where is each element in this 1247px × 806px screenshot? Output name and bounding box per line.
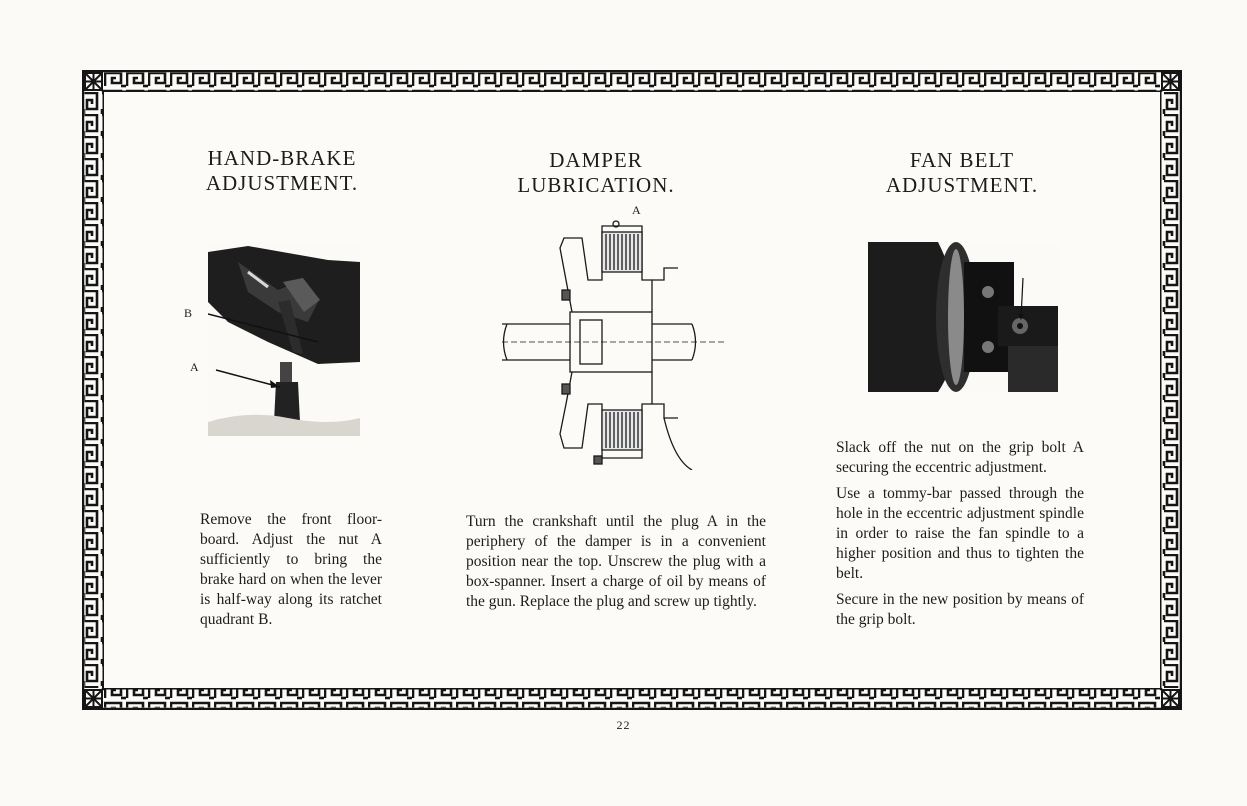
body-paragraph: Use a tommy-bar passed through the hole in the eccentric adjustment spindle in order to raise the fan spindle to a higher position and thus to tighten the belt. (836, 485, 1084, 582)
greek-key-border-frame (82, 70, 1182, 710)
damper-diagram (502, 220, 724, 470)
label-a: A (632, 203, 641, 217)
section-body (466, 512, 766, 618)
label-b: B (184, 306, 193, 320)
section-title (172, 146, 392, 196)
fan-belt-photo (868, 242, 1058, 392)
page-number: 22 (616, 718, 631, 732)
title-line: DAMPER (549, 148, 643, 172)
section-title (446, 148, 746, 198)
hand-brake-photo (208, 242, 360, 436)
content-area (104, 92, 1160, 688)
body-paragraph: Remove the front floor-board. Adjust the nut A sufficiently to bring the brake hard on when the lever is half-way along its ratchet quadrant B. (200, 511, 382, 628)
title-line: ADJUSTMENT. (205, 171, 359, 195)
body-paragraph: Turn the crankshaft until the plug A in the periphery of the damper is in a convenient position near the top. Unscrew the plug with a box-spanner. Insert a charge of oil by means of the gun. Replace the plug and screw up tightly. (466, 513, 766, 610)
section-title (842, 148, 1082, 198)
label-a: A (190, 360, 199, 374)
title-line: LUBRICATION. (517, 173, 675, 197)
body-paragraph: Slack off the nut on the grip bolt A securing the eccentric adjustment. (836, 439, 1084, 476)
title-line: ADJUSTMENT. (885, 173, 1039, 197)
title-line: HAND-BRAKE (207, 146, 357, 170)
title-line: FAN BELT (909, 148, 1015, 172)
section-body (200, 510, 382, 636)
body-paragraph: Secure in the new position by means of the grip bolt. (836, 591, 1084, 628)
section-body (836, 438, 1084, 636)
